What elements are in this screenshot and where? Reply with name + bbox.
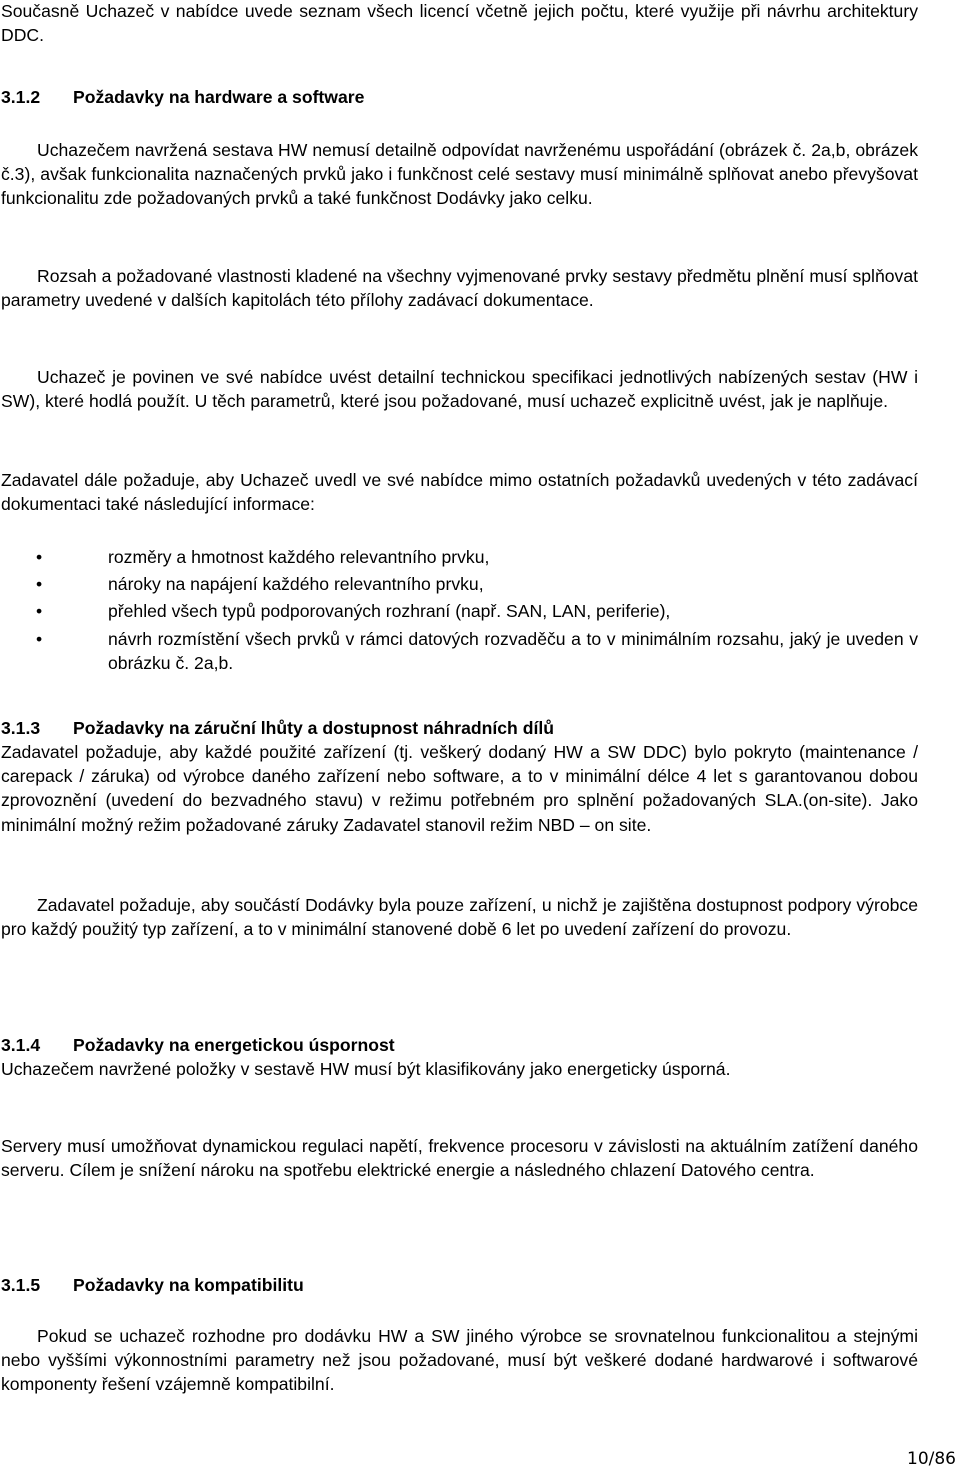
section-title: Požadavky na kompatibilitu: [73, 1275, 304, 1295]
paragraph: Zadavatel požaduje, aby každé použité zařízení (tj. veškerý dodaný HW a SW DDC) bylo pokryto (maintenance / carepack / záruka) od výrobce daného zařízení nebo software, a to v minimální délce 4 let s garantovanou dobou zprovoznění (uvedení do bezvadného stavu) v režimu potřebném pro splnění požadovaných SLA.(on-site). Jako minimální možný režim požadované záruky Zadavatel stanovil režim NBD – on site.: [1, 742, 918, 835]
paragraph: Rozsah a požadované vlastnosti kladené na všechny vyjmenované prvky sestavy předmětu plnění musí splňovat parametry uvedené v dalších kapitolách této přílohy zadávací dokumentace.: [1, 266, 918, 311]
requirements-list: [36, 545, 918, 678]
section-heading-3-1-2: [1, 85, 364, 109]
list-item: • rozměry a hmotnost každého relevantního prvku,: [36, 545, 918, 569]
section-heading-3-1-4: [1, 1033, 395, 1057]
section-number: 3.1.5: [1, 1275, 41, 1295]
paragraph: Uchazeč je povinen ve své nabídce uvést detailní technickou specifikaci jednotlivých nabízených sestav (HW i SW), které hodlá použít. U těch parametrů, které jsou požadované, musí uchazeč explicitně uvést, jak je naplňuje.: [1, 367, 918, 412]
intro-paragraph: Současně Uchazeč v nabídce uvede seznam všech licencí včetně jejich počtu, které využije při návrhu architektury DDC.: [1, 1, 918, 46]
section-heading-3-1-5: [1, 1273, 304, 1297]
bullet-icon: •: [36, 547, 43, 567]
paragraph: Zadavatel dále požaduje, aby Uchazeč uvedl ve své nabídce mimo ostatních požadavků uvedených v této zadávací dokumentaci také následující informace:: [1, 470, 918, 515]
paragraph: Pokud se uchazeč rozhodne pro dodávku HW a SW jiného výrobce se srovnatelnou funkcionalitou a stejnými nebo vyššími výkonnostními parametry než jsou požadované, musí být veškeré dodané hardwarové i softwarové komponenty řešení vzájemně kompatibilní.: [1, 1326, 918, 1395]
bullet-icon: •: [36, 574, 43, 595]
section-title: Požadavky na energetickou úspornost: [73, 1035, 395, 1055]
section-number: 3.1.4: [1, 1035, 41, 1055]
page-number: 10/86: [907, 1449, 956, 1469]
section-number: 3.1.3: [1, 718, 41, 738]
section-title: Požadavky na hardware a software: [73, 87, 365, 107]
section-heading-3-1-3: [1, 716, 554, 740]
paragraph: Uchazečem navržená sestava HW nemusí detailně odpovídat navrženému uspořádání (obrázek č. 2a,b, obrázek č.3), avšak funkcionalita naznačených prvků jako i funkčnost celé sestavy musí minimálně splňovat anebo převyšovat funkcionalitu zde požadovaných prvků a také funkčnost Dodávky jako celku.: [1, 140, 918, 209]
list-item: • přehled všech typů podporovaných rozhraní (např. SAN, LAN, periferie),: [36, 599, 918, 623]
list-item: • návrh rozmístění všech prvků v rámci datových rozvaděču a to v minimálním rozsahu, jaký je uveden v obrázku č. 2a,b.: [36, 628, 918, 673]
section-number: 3.1.2: [1, 87, 41, 107]
paragraph: Zadavatel požaduje, aby součástí Dodávky byla pouze zařízení, u nichž je zajištěna dostupnost podpory výrobce pro každý použitý typ zařízení, a to v minimální stanovené době 6 let po uvedení zařízení do provozu.: [1, 895, 918, 940]
bullet-icon: •: [36, 601, 43, 622]
bullet-icon: •: [36, 628, 43, 649]
paragraph: Uchazečem navržené položky v sestavě HW musí být klasifikovány jako energeticky úsporná.: [1, 1059, 731, 1079]
section-title: Požadavky na záruční lhůty a dostupnost náhradních dílů: [73, 718, 554, 738]
paragraph: Servery musí umožňovat dynamickou regulaci napětí, frekvence procesoru v závislosti na aktuálním zatížení daného serveru. Cílem je snížení nároku na spotřebu elektrické energie a následného chlazení Datového centra.: [1, 1136, 918, 1181]
list-item: • nároky na napájení každého relevantního prvku,: [36, 572, 918, 596]
